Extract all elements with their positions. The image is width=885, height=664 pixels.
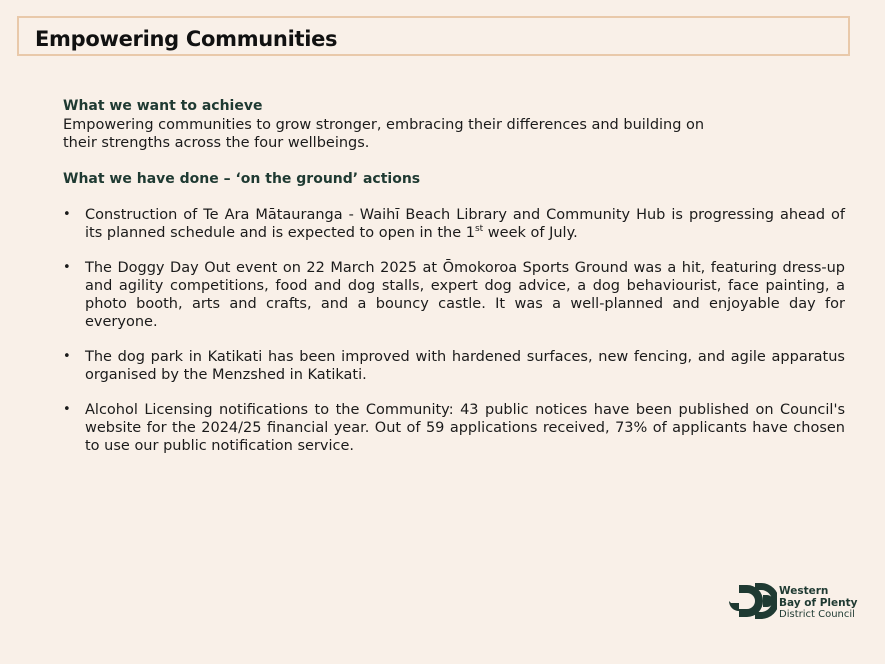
item-superscript: st [474, 224, 484, 235]
item-text: Alcohol Licensing notifications to the Community: 43 public notices have been published on Council's website for the 2024/25 financial year. Out of 59 applications received, 73% of applicants have chosen to use our public notification service. [85, 402, 845, 454]
bullet-icon: • [63, 207, 71, 222]
slide-title: Empowering Communities [35, 27, 338, 51]
achieve-text: Empowering communities to grow stronger, embracing their differences and building on their strengths across the four wellbeings. [63, 117, 705, 151]
done-heading: What we have done – ‘on the ground’ actions [63, 171, 421, 187]
logo-line-3: District Council [779, 609, 855, 620]
council-logo-text [779, 585, 857, 621]
title-box [17, 16, 850, 56]
bullet-icon: • [63, 260, 71, 275]
council-logo-icon [729, 581, 777, 621]
item-text-end: week of July. [483, 225, 578, 241]
list-item [63, 206, 845, 242]
slide-content [63, 97, 845, 472]
logo-line-1: Western [779, 585, 829, 597]
item-text: The Doggy Day Out event on 22 March 2025 at Ōmokoroa Sports Ground was a hit, featuring dress-up and agility competitions, food and dog stalls, expert dog advice, a dog behaviourist, face painting, a photo booth, arts and crafts, and a bouncy castle. It was a well-planned and enjoyable day for everyone. [85, 260, 845, 330]
item-text: Construction of Te Ara Mātauranga - Waihī Beach Library and Community Hub is progressing ahead of its planned schedule and is expected to open in the 1 [85, 207, 845, 241]
bullet-icon: • [63, 349, 71, 364]
list-item [63, 259, 845, 331]
list-item [63, 401, 845, 455]
bullet-icon: • [63, 402, 71, 417]
logo-line-2: Bay of Plenty [779, 597, 858, 609]
achieve-heading: What we want to achieve [63, 98, 263, 114]
list-item [63, 348, 845, 384]
actions-list [63, 206, 845, 455]
council-logo [729, 581, 859, 623]
item-text: The dog park in Katikati has been improved with hardened surfaces, new fencing, and agile apparatus organised by the Menzshed in Katikati. [85, 349, 845, 383]
